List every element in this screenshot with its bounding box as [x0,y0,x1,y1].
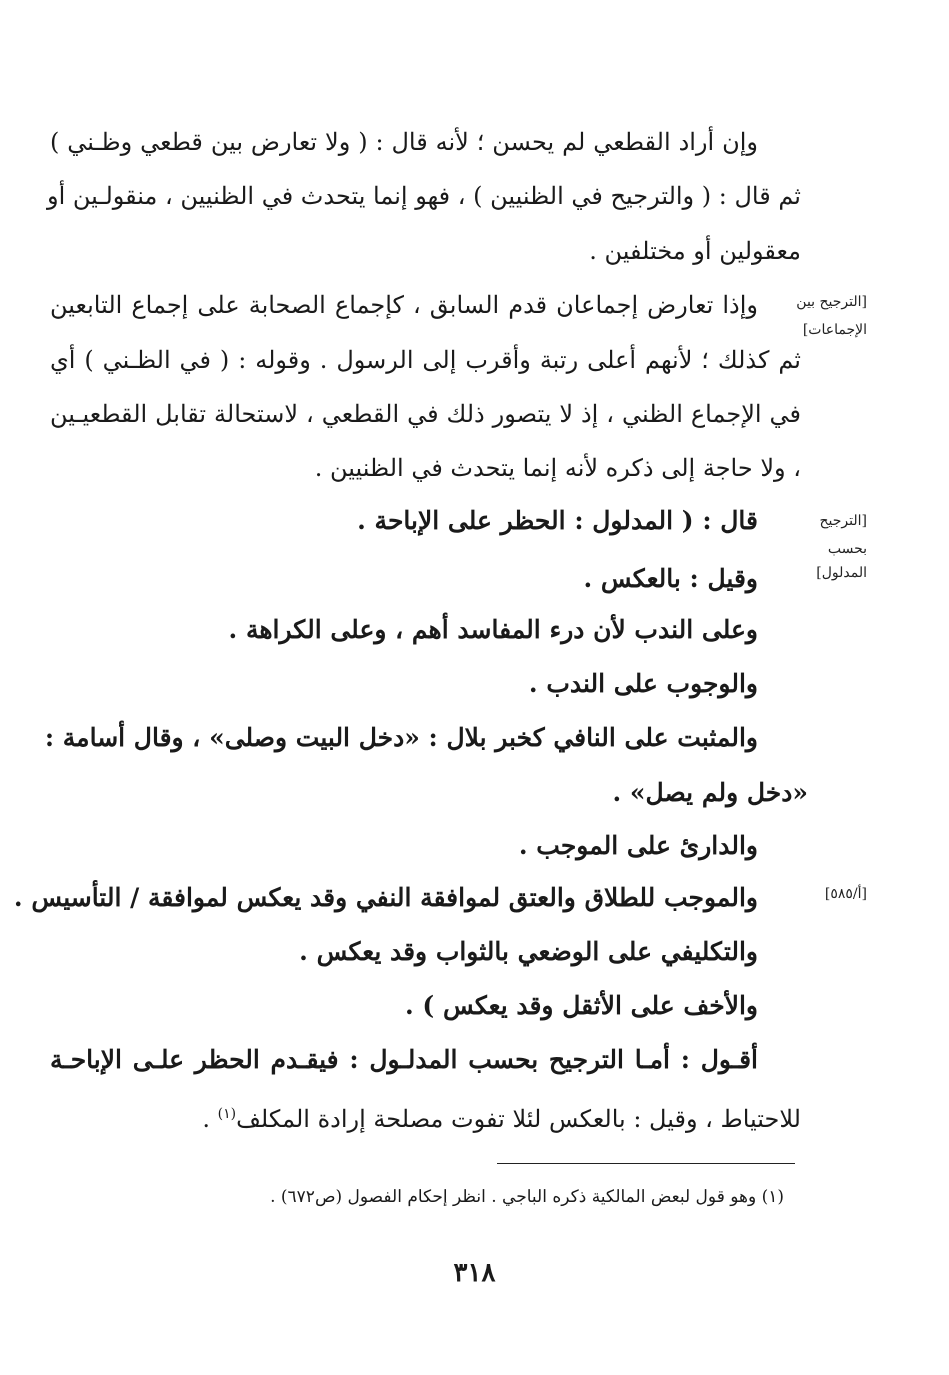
page-number: ٣١٨ [453,1258,496,1288]
margin-note-folio [805,883,867,905]
text-line-19-body: للاحتياط ، وقيل : بالعكس لئلا تفوت مصلحة إرادة المكلف [236,1105,801,1133]
margin-note-folio-line-1: [أ/٥٨٥] [824,886,867,902]
text-line-15: والموجب للطلاق والعتق لموافقة النفي وقد يعكس لموافقة / التأسيس . [13,883,758,912]
text-line-19-stop: . [202,1105,210,1133]
text-line-4: وإذا تعارض إجماعان قدم السابق ، كإجماع الصحابة على إجماع التابعين [50,291,758,319]
text-line-3: معقولين أو مختلفين . [589,237,801,265]
text-line-5: ثم كذلك ؛ لأنهم أعلى رتبة وأقرب إلى الرسول . وقوله : ( في الظـني ) أي [50,346,801,374]
footnote-reference-marker: (١) [217,1106,237,1122]
text-line-6: في الإجماع الظني ، إذ لا يتصور ذلك في القطعي ، لاستحالة تقابل القطعيـين [50,400,801,428]
text-line-17: والأخف على الأثقل وقد يعكس ) . [405,991,758,1020]
text-line-14: والدارئ على الموجب . [518,831,758,860]
footnote: (١) وهو قول لبعض المالكية ذكره الباجي . انظر إحكام الفصول (ص٦٧٢) . [270,1187,784,1207]
text-line-12: والمثبت على النافي كخبر بلال : «دخل البيت وصلى» ، وقال أسامة : [44,723,758,752]
text-line-19 [160,1094,801,1138]
margin-note-consensus [796,291,867,341]
margin-note-consensus-line-1: [الترجيح بين [796,294,867,310]
text-line-2: ثم قال : ( والترجيح في الظنيين ) ، فهو إنما يتحدث في الظنيين ، منقولـين أو [47,182,801,210]
text-line-10: وعلى الندب لأن درء المفاسد أهم ، وعلى الكراهة . [228,615,758,644]
margin-note-signified-line-1: [الترجيح [819,513,867,529]
text-line-18: أقـول : أمـا الترجيح بحسب المدلـول : فيقـدم الحظر علـى الإباحـة [50,1045,758,1074]
margin-note-consensus-line-2: الإجماعات] [802,322,867,338]
footnote-separator [497,1163,795,1164]
margin-note-signified-line-3: المدلول] [816,565,867,581]
margin-note-signified [805,510,867,584]
text-line-8: قال : ( المدلول : الحظر على الإباحة . [357,506,758,535]
text-line-16: والتكليفي على الوضعي بالثواب وقد يعكس . [299,937,758,966]
margin-note-signified-line-2: بحسب [827,541,867,557]
text-line-1: وإن أراد القطعي لم يحسن ؛ لأنه قال : ( ولا تعارض بين قطعي وظـني ) [50,128,758,156]
text-line-11: والوجوب على الندب . [528,669,758,698]
text-line-13: «دخل ولم يصل» . [612,778,808,807]
text-line-9: وقيل : بالعكس . [583,564,758,593]
text-line-7: ، ولا حاجة إلى ذكره لأنه إنما يتحدث في الظنيين . [314,454,801,482]
